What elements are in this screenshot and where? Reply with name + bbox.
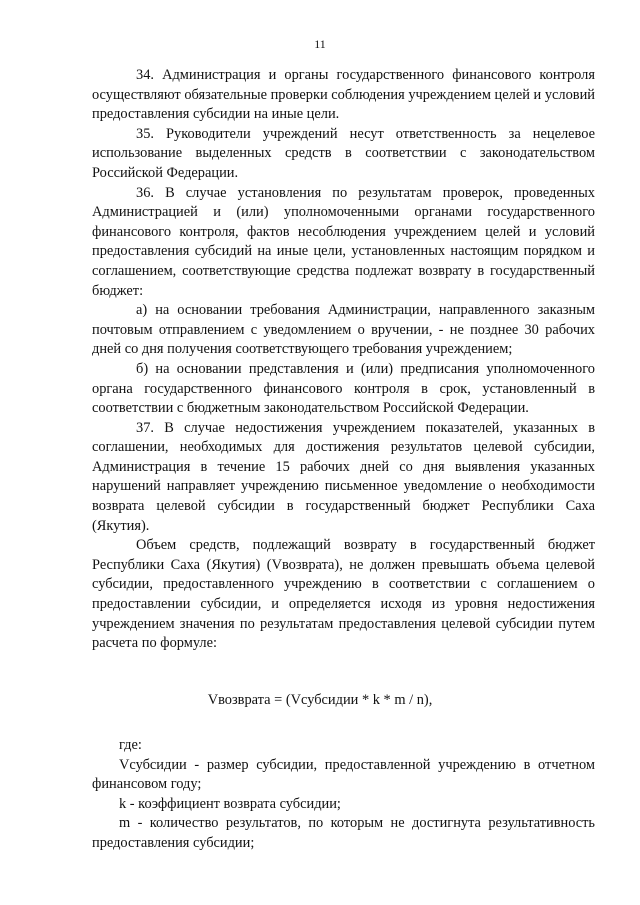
paragraph-refund-volume: Объем средств, подлежащий возврату в государственный бюджет Республики Саха (Якутия) (Vвозврата), не должен превышать объема целевой субсидии, предоставленного учреждению в соответствии с соглашением о предоставлении субсидии, и определяется исходя из уровня недостижения учреждением значения по результатам предоставления целевой субсидии путем расчета по формуле: [92,537,595,652]
definition-where: где: [119,737,142,753]
paragraph-36-b: б) на основании представления и (или) предписания уполномоченного органа государственного финансового контроля в срок, установленный в соответствии с бюджетным законодательством Российской Федерации. [92,360,595,417]
refund-formula: Vвозврата = (Vсубсидии * k * m / n), [207,692,433,708]
page-number: 11 [314,37,326,51]
paragraph-37: 37. В случае недостижения учреждением показателей, указанных в соглашении, необходимых для достижения результатов целевой субсидии, Администрация в течение 15 рабочих дней со дня выявления указанных нарушений направляет учреждению письменное уведомление о необходимости возврата целевой субсидии в государственный бюджет Республики Саха (Якутия). [92,419,595,534]
formula-definitions [92,736,595,854]
definition-k: k - коэффициент возврата субсидии; [119,795,341,812]
definition-m: m - количество результатов, по которым не достигнута результативность предоставления субсидии; [92,815,595,851]
document-body [92,66,595,654]
paragraph-36-a: а) на основании требования Администрации, направленного заказным почтовым отправлением с уведомлением о вручении, - не позднее 30 рабочих дней со дня получения соответствующего требования учреждением; [92,302,595,358]
paragraph-35: 35. Руководители учреждений несут ответственность за нецелевое использование выделенных средств в соответствии с законодательством Российской Федерации. [92,125,595,181]
paragraph-36: 36. В случае установления по результатам проверок, проведенных Администрацией и (или) уполномоченными органами государственного финансового контроля, фактов несоблюдения учреждением целей и условий предоставления субсидий на иные цели, установленных настоящим порядком и соглашением, соответствующие средства подлежат возврату в государственный бюджет: [92,184,595,299]
definition-v-subsidy: Vсубсидии - размер субсидии, предоставленной учреждению в отчетном финансовом году; [92,756,595,793]
paragraph-34: 34. Администрация и органы государственного финансового контроля осуществляют обязательные проверки соблюдения учреждением целей и условий предоставления субсидии на иные цели. [92,67,595,123]
